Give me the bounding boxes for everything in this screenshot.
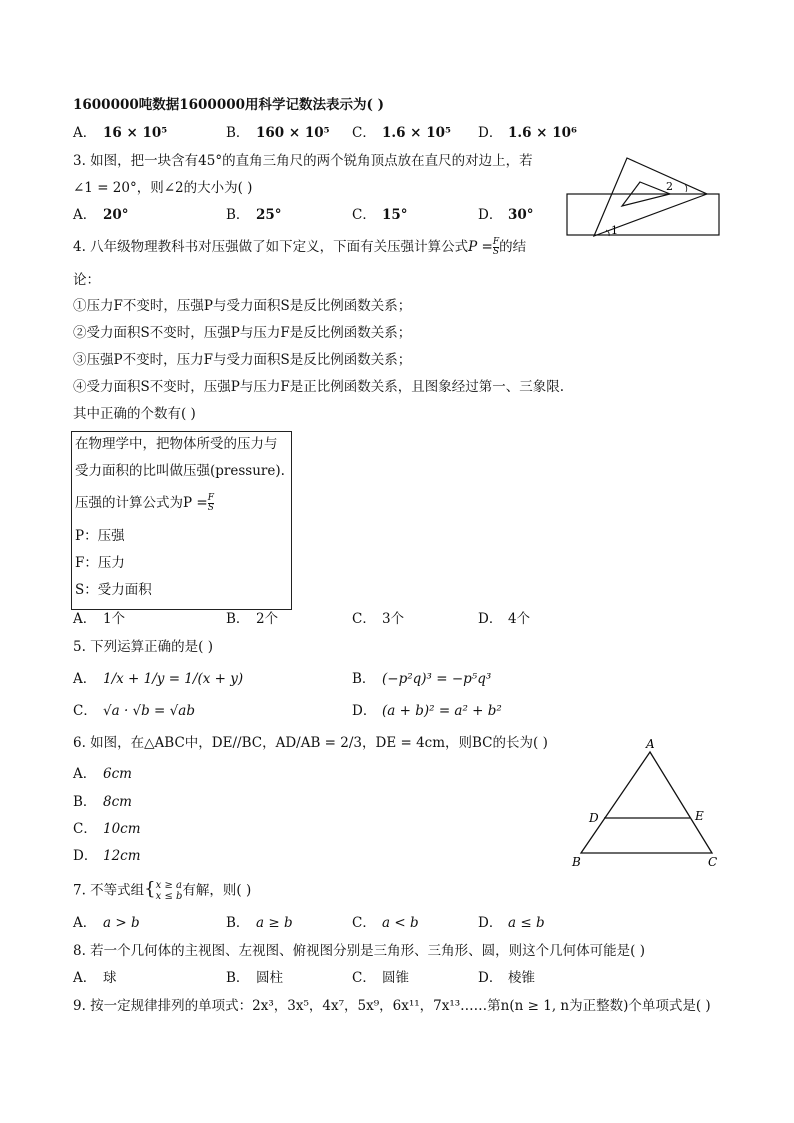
q5-option-b[interactable]: B． (−p²q)³ = −p⁵q³ — [352, 671, 492, 687]
q4-item-2: ②受力面积S不变时，压强P与压力F是反比例函数关系； — [73, 325, 412, 341]
q3-label-1: 1 — [611, 224, 618, 237]
box-line-2: 受力面积的比叫做压强(pressure). — [75, 463, 285, 479]
q3-option-a[interactable]: A． 20° — [73, 207, 129, 223]
q7-option-b[interactable]: B． a ≥ b — [226, 915, 293, 931]
q4-option-c[interactable]: C． 3个 — [352, 611, 405, 627]
q4-option-d[interactable]: D． 4个 — [478, 611, 531, 627]
box-formula-fraction: $\frac{F}{S}$ — [207, 493, 214, 513]
q4-item-4: ④受力面积S不变时，压强P与压力F是正比例函数关系，且图象经过第一、三象限. — [73, 379, 564, 395]
q3-figure-ruler-triangle — [560, 154, 725, 240]
q4-option-b[interactable]: B． 2个 — [226, 611, 279, 627]
q4-stem-line2: 论： — [73, 272, 100, 288]
box-line-4: P：压强 — [75, 528, 125, 544]
box-line-1: 在物理学中，把物体所受的压力与 — [75, 436, 278, 452]
q4-question: 其中正确的个数有( ) — [73, 406, 196, 422]
q8-stem: 8. 若一个几何体的主视图、左视图、俯视图分别是三角形、三角形、圆，则这个几何体可能是( ) — [73, 943, 645, 959]
q2-option-a[interactable]: A． 16 × 10⁵ — [73, 125, 168, 141]
q2-stem: 1600000吨数据1600000用科学记数法表示为( ) — [73, 97, 384, 113]
q7-system-line2: x ≤ b — [155, 891, 183, 902]
q6-option-c[interactable]: C． 10cm — [73, 821, 141, 837]
box-line-6: S：受力面积 — [75, 582, 152, 598]
box-line-3: 压强的计算公式为P = $\frac{F}{S}$ — [75, 493, 214, 513]
q6-option-d[interactable]: D． 12cm — [73, 848, 141, 864]
q7-option-a[interactable]: A． a > b — [73, 915, 140, 931]
q9-stem: 9. 按一定规律排列的单项式：2x³，3x⁵，4x⁷，5x⁹，6x¹¹，7x¹³……第n(n ≥ 1, n为正整数)个单项式是( ) — [73, 998, 711, 1014]
q3-label-2: 2 — [666, 180, 673, 193]
q4-item-1: ①压力F不变时，压强P与受力面积S是反比例函数关系； — [73, 298, 412, 314]
q3-option-c[interactable]: C． 15° — [352, 207, 408, 223]
q6-label-b: B — [572, 855, 581, 869]
q5-stem: 5. 下列运算正确的是( ) — [73, 639, 213, 655]
q8-option-b[interactable]: B． 圆柱 — [226, 970, 283, 986]
q7-option-c[interactable]: C． a < b — [352, 915, 419, 931]
q6-label-c: C — [708, 855, 718, 869]
q2-option-d[interactable]: D． 1.6 × 10⁶ — [478, 125, 577, 141]
q5-option-a[interactable]: A． 1/x + 1/y = 1/(x + y) — [73, 671, 244, 687]
q6-label-d: D — [589, 811, 599, 825]
q6-option-b[interactable]: B． 8cm — [73, 794, 132, 810]
q7-stem: 7. 不等式组{ x ≥ a x ≤ b 有解，则( ) — [73, 878, 252, 902]
q6-label-a: A — [646, 737, 655, 751]
q4-item-3: ③压强P不变时，压力F与受力面积S是反比例函数关系； — [73, 352, 412, 368]
q4-formula-fraction: $\frac{F}{S}$ — [492, 237, 500, 257]
q2-option-c[interactable]: C． 1.6 × 10⁵ — [352, 125, 451, 141]
q4-definition-box — [71, 431, 292, 610]
q3-option-d[interactable]: D． 30° — [478, 207, 534, 223]
q8-option-c[interactable]: C． 圆锥 — [352, 970, 409, 986]
q3-stem-line1: 3. 如图，把一块含有45°的直角三角尺的两个锐角顶点放在直尺的对边上，若 — [73, 153, 533, 169]
q8-option-d[interactable]: D． 棱锥 — [478, 970, 535, 986]
q5-option-c[interactable]: C． √a · √b = √ab — [73, 703, 195, 719]
q8-option-a[interactable]: A． 球 — [73, 970, 117, 986]
q6-stem: 6. 如图，在△ABC中，DE//BC，AD/AB = 2/3，DE = 4cm，则BC的长为( ) — [73, 735, 548, 751]
q4-option-a[interactable]: A． 1个 — [73, 611, 126, 627]
q6-option-a[interactable]: A． 6cm — [73, 766, 132, 782]
box-line-5: F：压力 — [75, 555, 125, 571]
q4-stem-line1: 4. 八年级物理教科书对压强做了如下定义，下面有关压强计算公式P = $\frac{F}{S}$ 的结 — [73, 237, 527, 257]
q6-label-e: E — [695, 809, 704, 823]
q6-triangle-figure — [566, 736, 726, 872]
q7-system-line1: x ≥ a — [155, 880, 182, 891]
q2-option-b[interactable]: B． 160 × 10⁵ — [226, 125, 330, 141]
q3-option-b[interactable]: B． 25° — [226, 207, 282, 223]
q5-option-d[interactable]: D． (a + b)² = a² + b² — [352, 703, 502, 719]
q3-stem-line2: ∠1 = 20°，则∠2的大小为( ) — [73, 180, 253, 196]
q7-option-d[interactable]: D． a ≤ b — [478, 915, 545, 931]
